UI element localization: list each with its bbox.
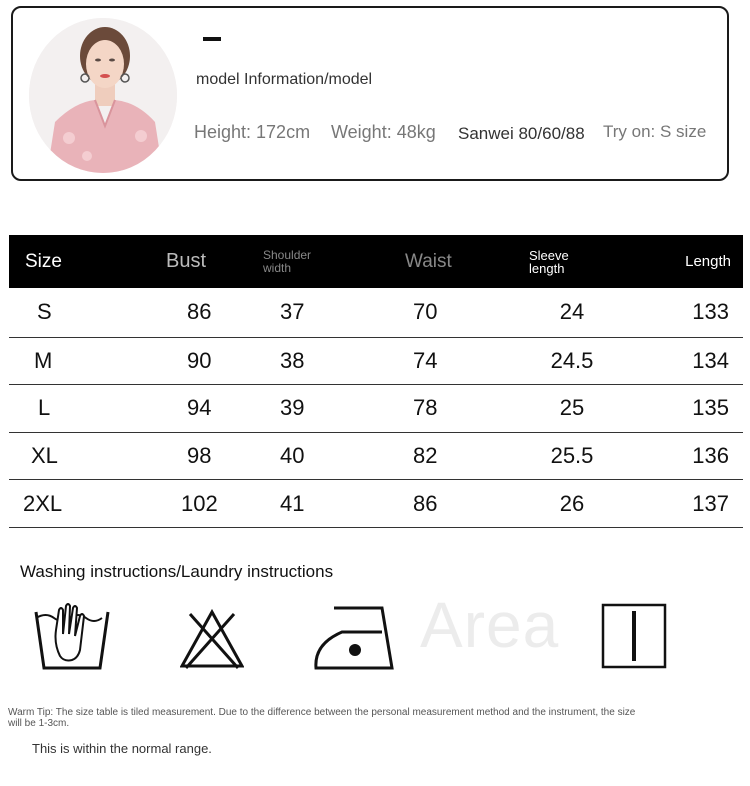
cell-bust: 90 (127, 337, 245, 385)
cell-bust: 94 (127, 385, 245, 433)
line-dry-icon (601, 603, 667, 669)
cell-size: L (9, 385, 127, 433)
cell-shoulder: 40 (245, 432, 385, 480)
cell-waist: 82 (385, 432, 509, 480)
header-shoulder-text: Shoulder width (263, 247, 312, 275)
cell-size: 2XL (9, 480, 127, 528)
table-row (9, 337, 743, 385)
cell-sleeve: 25 (509, 385, 635, 433)
normal-range-note: This is within the normal range. (32, 741, 212, 756)
model-avatar (29, 18, 177, 173)
no-bleach-icon (180, 608, 244, 670)
header-sleeve-text: Sleeve length (529, 247, 569, 276)
size-table-header (9, 235, 743, 288)
hand-wash-icon (32, 600, 112, 672)
model-try-on: Try on: S size (603, 122, 707, 141)
model-sanwei: Sanwei 80/60/88 (458, 124, 585, 143)
size-table (9, 235, 743, 528)
title-dash (203, 37, 221, 41)
header-shoulder (245, 235, 385, 288)
header-sleeve (509, 235, 635, 288)
header-size: Size (9, 235, 127, 288)
cell-waist: 78 (385, 385, 509, 433)
cell-waist: 70 (385, 288, 509, 337)
cell-sleeve: 24 (509, 288, 635, 337)
cell-shoulder: 37 (245, 288, 385, 337)
cell-sleeve: 26 (509, 480, 635, 528)
cell-bust: 98 (127, 432, 245, 480)
header-bust: Bust (127, 235, 245, 288)
model-info-card (11, 6, 729, 181)
cell-size: M (9, 337, 127, 385)
washing-title: Washing instructions/Laundry instructions (20, 562, 334, 581)
header-length: Length (635, 235, 743, 288)
cell-shoulder: 41 (245, 480, 385, 528)
cell-shoulder: 38 (245, 337, 385, 385)
cell-sleeve: 24.5 (509, 337, 635, 385)
table-row (9, 288, 743, 337)
cell-size: S (9, 288, 127, 337)
table-row (9, 432, 743, 480)
cell-sleeve: 25.5 (509, 432, 635, 480)
cell-waist: 86 (385, 480, 509, 528)
cell-shoulder: 39 (245, 385, 385, 433)
cell-length: 134 (635, 337, 743, 385)
cell-length: 137 (635, 480, 743, 528)
warm-tip: Warm Tip: The size table is tiled measurement. Due to the difference between the personal measurement method and the instrument, the size will be 1-3cm. (8, 707, 636, 729)
cell-length: 135 (635, 385, 743, 433)
table-row (9, 480, 743, 528)
cell-length: 133 (635, 288, 743, 337)
cell-size: XL (9, 432, 127, 480)
model-weight: Weight: 48kg (331, 122, 436, 142)
iron-low-heat-icon (312, 604, 396, 672)
watermark: Area (420, 589, 560, 661)
model-height: Height: 172cm (194, 122, 311, 142)
cell-bust: 102 (127, 480, 245, 528)
cell-waist: 74 (385, 337, 509, 385)
table-row (9, 385, 743, 433)
cell-length: 136 (635, 432, 743, 480)
model-title: model Information/model (196, 71, 373, 88)
cell-bust: 86 (127, 288, 245, 337)
header-waist: Waist (385, 235, 509, 288)
